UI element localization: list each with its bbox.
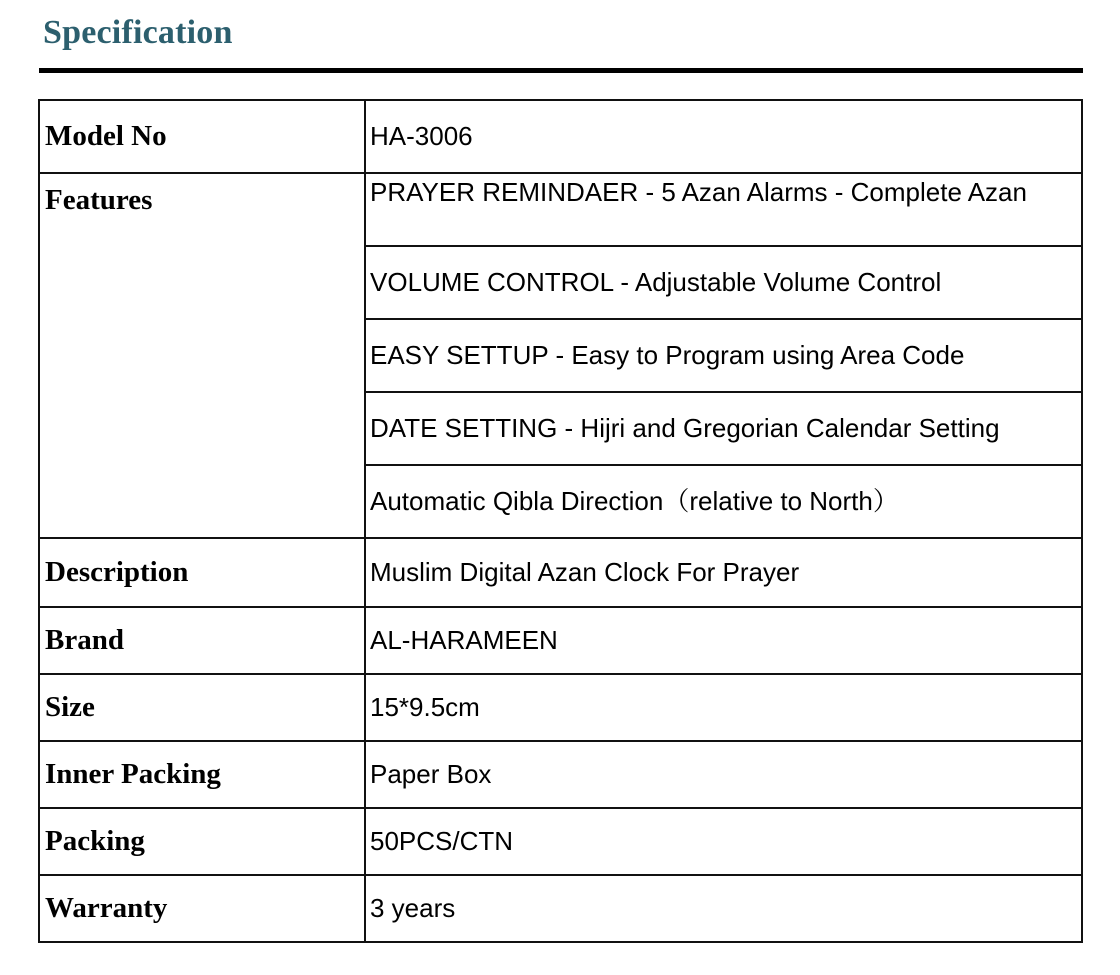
feature-item-qibla-direction: Automatic Qibla Direction（relative to North）	[365, 465, 1082, 538]
title-divider	[39, 68, 1083, 73]
table-row-warranty	[39, 875, 1082, 942]
table-row-inner-packing	[39, 741, 1082, 808]
feature-item-easy-setup: EASY SETTUP - Easy to Program using Area Code	[365, 319, 1082, 392]
table-row-brand	[39, 607, 1082, 674]
features-label: Features	[39, 173, 365, 538]
page-title: Specification	[43, 14, 233, 51]
size-label: Size	[39, 674, 365, 741]
feature-item-prayer-reminder: PRAYER REMINDAER - 5 Azan Alarms - Complete Azan	[365, 173, 1082, 246]
size-value: 15*9.5cm	[365, 674, 1082, 741]
table-row-size	[39, 674, 1082, 741]
feature-item-date-setting: DATE SETTING - Hijri and Gregorian Calendar Setting	[365, 392, 1082, 465]
brand-label: Brand	[39, 607, 365, 674]
table-row-packing	[39, 808, 1082, 875]
specification-table	[38, 99, 1083, 943]
warranty-label: Warranty	[39, 875, 365, 942]
warranty-value: 3 years	[365, 875, 1082, 942]
table-row-description	[39, 538, 1082, 607]
model-no-value: HA-3006	[365, 100, 1082, 173]
description-value: Muslim Digital Azan Clock For Prayer	[365, 538, 1082, 607]
feature-item-volume-control: VOLUME CONTROL - Adjustable Volume Control	[365, 246, 1082, 319]
packing-value: 50PCS/CTN	[365, 808, 1082, 875]
table-row-model-no	[39, 100, 1082, 173]
brand-value: AL-HARAMEEN	[365, 607, 1082, 674]
packing-label: Packing	[39, 808, 365, 875]
inner-packing-label: Inner Packing	[39, 741, 365, 808]
inner-packing-value: Paper Box	[365, 741, 1082, 808]
model-no-label: Model No	[39, 100, 365, 173]
table-row-features	[39, 173, 1082, 246]
description-label: Description	[39, 538, 365, 607]
